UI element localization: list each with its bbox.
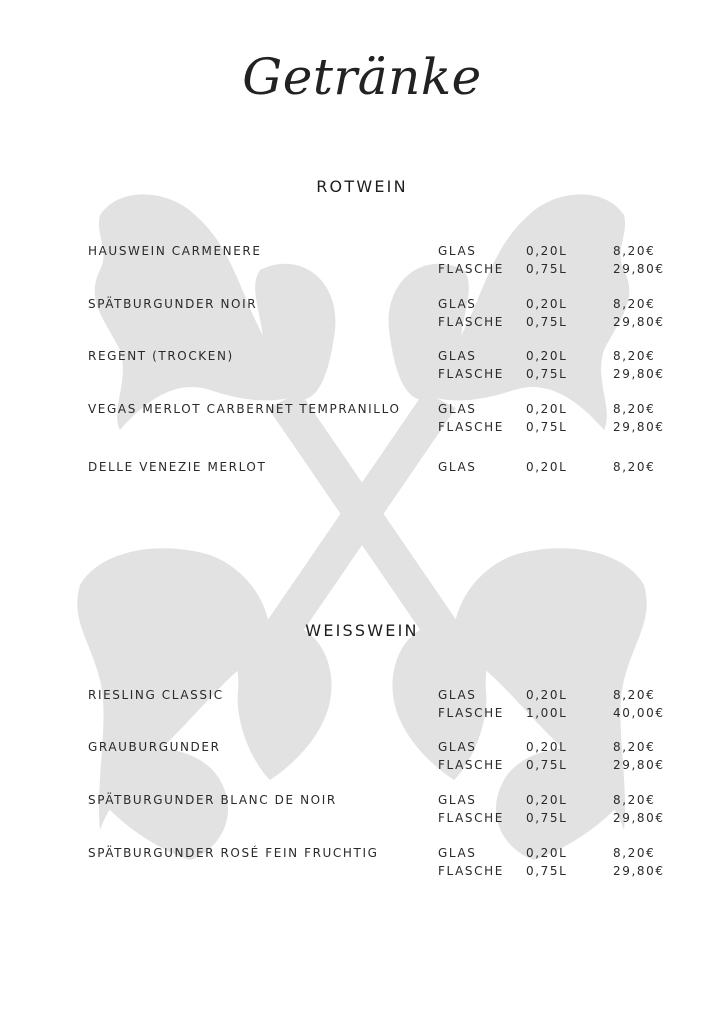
- serving-type: GLAS: [438, 402, 477, 416]
- serving-type: GLAS: [438, 740, 477, 754]
- serving-volume: 0,20L: [526, 793, 568, 807]
- wine-item: [0, 349, 724, 385]
- serving-row: [0, 262, 724, 279]
- serving-row: [0, 758, 724, 775]
- serving-volume: 0,75L: [526, 758, 568, 772]
- serving-type: GLAS: [438, 244, 477, 258]
- serving-volume: 0,20L: [526, 402, 568, 416]
- serving-price: 29,80€: [613, 315, 665, 329]
- serving-volume: 0,75L: [526, 420, 568, 434]
- serving-row: [0, 460, 724, 477]
- serving-type: FLASCHE: [438, 367, 504, 381]
- wine-name: SPÄTBURGUNDER BLANC DE NOIR: [88, 793, 337, 807]
- wine-name: GRAUBURGUNDER: [88, 740, 221, 754]
- serving-row: [0, 864, 724, 881]
- serving-type: GLAS: [438, 793, 477, 807]
- serving-price: 29,80€: [613, 864, 665, 878]
- serving-volume: 0,75L: [526, 262, 568, 276]
- section-heading-weisswein: WEISSWEIN: [305, 621, 419, 640]
- page-title: Getränke: [242, 48, 482, 106]
- serving-row: [0, 846, 724, 863]
- serving-type: FLASCHE: [438, 864, 504, 878]
- wine-item: [0, 297, 724, 333]
- serving-volume: 0,75L: [526, 811, 568, 825]
- wine-name: VEGAS MERLOT CARBERNET TEMPRANILLO: [88, 402, 401, 416]
- wine-item: [0, 846, 724, 882]
- serving-volume: 0,20L: [526, 688, 568, 702]
- serving-price: 29,80€: [613, 758, 665, 772]
- serving-price: 29,80€: [613, 262, 665, 276]
- serving-type: FLASCHE: [438, 420, 504, 434]
- serving-volume: 0,20L: [526, 846, 568, 860]
- serving-type: FLASCHE: [438, 262, 504, 276]
- serving-type: FLASCHE: [438, 706, 504, 720]
- wine-name: DELLE VENEZIE MERLOT: [88, 460, 267, 474]
- serving-volume: 0,20L: [526, 460, 568, 474]
- serving-row: [0, 367, 724, 384]
- wine-name: SPÄTBURGUNDER NOIR: [88, 297, 258, 311]
- serving-volume: 0,20L: [526, 297, 568, 311]
- serving-type: GLAS: [438, 349, 477, 363]
- serving-volume: 0,75L: [526, 315, 568, 329]
- wine-item: [0, 244, 724, 280]
- wine-name: HAUSWEIN CARMENERE: [88, 244, 262, 258]
- serving-row: [0, 244, 724, 261]
- serving-type: FLASCHE: [438, 315, 504, 329]
- serving-type: GLAS: [438, 846, 477, 860]
- serving-price: 29,80€: [613, 367, 665, 381]
- serving-volume: 0,20L: [526, 244, 568, 258]
- wine-item: [0, 793, 724, 829]
- serving-price: 8,20€: [613, 349, 656, 363]
- serving-row: [0, 402, 724, 419]
- serving-type: GLAS: [438, 688, 477, 702]
- serving-price: 8,20€: [613, 297, 656, 311]
- serving-row: [0, 420, 724, 437]
- serving-volume: 0,20L: [526, 740, 568, 754]
- serving-price: 8,20€: [613, 460, 656, 474]
- serving-row: [0, 297, 724, 314]
- serving-volume: 0,20L: [526, 349, 568, 363]
- serving-row: [0, 706, 724, 723]
- serving-row: [0, 349, 724, 366]
- wine-item: [0, 688, 724, 724]
- serving-type: FLASCHE: [438, 811, 504, 825]
- serving-type: GLAS: [438, 460, 477, 474]
- serving-price: 8,20€: [613, 244, 656, 258]
- wine-name: RIESLING CLASSIC: [88, 688, 224, 702]
- wine-name: SPÄTBURGUNDER ROSÉ FEIN FRUCHTIG: [88, 846, 379, 860]
- serving-price: 8,20€: [613, 740, 656, 754]
- wine-item: [0, 402, 724, 438]
- serving-type: GLAS: [438, 297, 477, 311]
- serving-price: 8,20€: [613, 793, 656, 807]
- serving-row: [0, 811, 724, 828]
- serving-price: 8,20€: [613, 846, 656, 860]
- serving-price: 29,80€: [613, 420, 665, 434]
- wine-name: REGENT (TROCKEN): [88, 349, 234, 363]
- serving-volume: 1,00L: [526, 706, 568, 720]
- serving-volume: 0,75L: [526, 864, 568, 878]
- wine-item: [0, 460, 724, 496]
- serving-price: 40,00€: [613, 706, 665, 720]
- serving-price: 29,80€: [613, 811, 665, 825]
- serving-row: [0, 793, 724, 810]
- serving-row: [0, 315, 724, 332]
- serving-volume: 0,75L: [526, 367, 568, 381]
- serving-price: 8,20€: [613, 402, 656, 416]
- serving-price: 8,20€: [613, 688, 656, 702]
- wine-item: [0, 740, 724, 776]
- serving-row: [0, 688, 724, 705]
- section-heading-rotwein: ROTWEIN: [316, 177, 408, 196]
- serving-type: FLASCHE: [438, 758, 504, 772]
- serving-row: [0, 740, 724, 757]
